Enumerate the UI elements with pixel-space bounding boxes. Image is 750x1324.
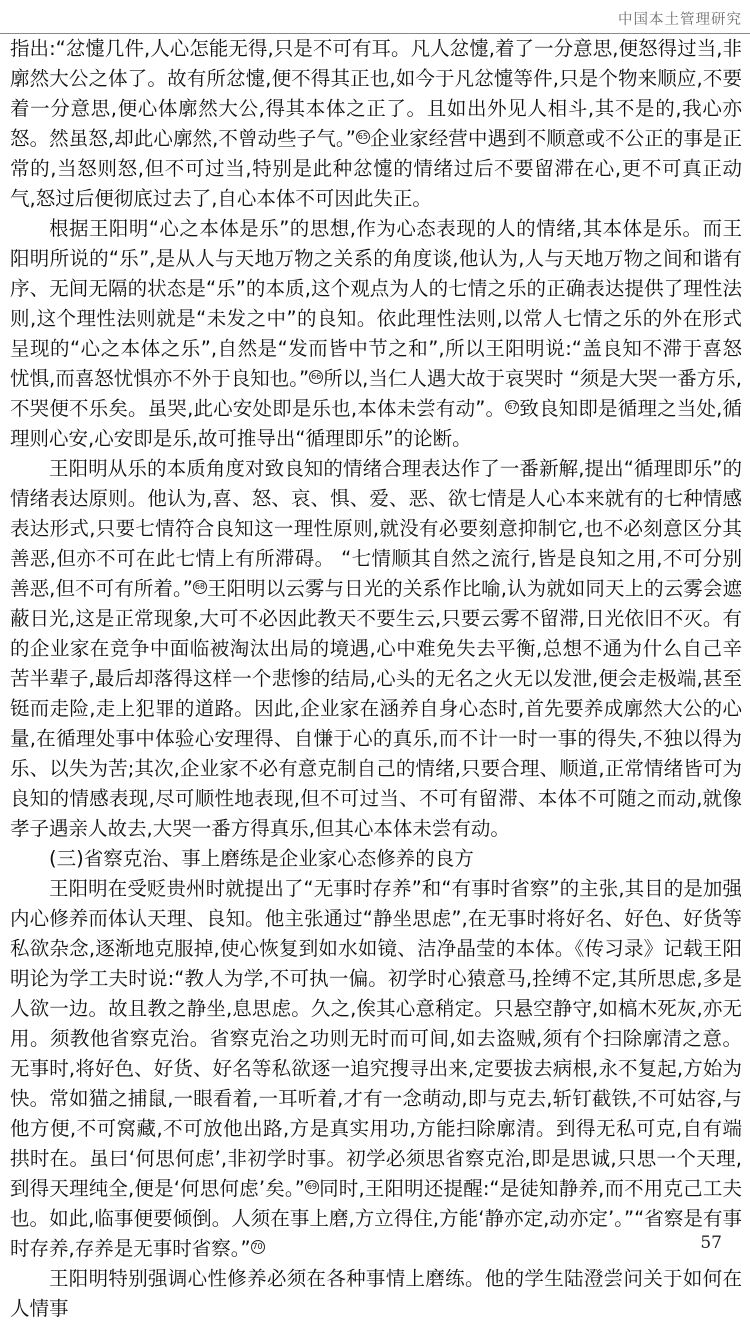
footnote-ref: 70 — [251, 1240, 265, 1254]
journal-header: 中国本土管理研究 — [618, 12, 742, 28]
footnote-ref: 67 — [505, 400, 519, 414]
paragraph: 王阳明从乐的本质角度对致良知的情绪合理表达作了一番新解,提出“循理即乐”的情绪表达原则。他认为,喜、怒、哀、惧、爱、恶、欲七情是人心本来就有的七种情感表达形式,只要七情符合良知这一理性原则,就没有必要刻意抑制它,也不必刻意区分其善恶,但亦不可在此七情上有所滞碍。 “七情顺其自然之流行,皆是良知之用,不可分别善恶,但不可有所着。” 68王阳明以云雾与日光的关系作比喻,认为就如同天上的云雾会遮蔽日光,这是正常现象,大可不必因此教天不要生云,只要云雾不留滞,日光依旧不灭。有的企业家在竞争中面临被淘汰出局的境遇,心中难免失去平衡,总想不通为什么自己辛苦半辈子,最后却落得这样一个悲惨的结局,心头的无名之火无以发泄,便会走极端,甚至铤而走险,走上犯罪的道路。因此,企业家在涵养自身心态时,首先要养成廓然大公的心量,在循理处事中体验心安理得、自慊于心的真乐,而不计一时一事的得失,不独以得为乐、以失为苦;其次,企业家不必有意克制自己的情绪,只要合理、顺道,正常情绪皆可为良知的情感表现,尽可顺性地表现,但不可过当、不可有留滞、本体不可随之而动,就像孝子遇亲人故去,大哭一番方得真乐,但其心本体未尝有动。 — [10, 457, 742, 840]
paragraph: 根据王阳明“心之本体是乐”的思想,作为心态表现的人的情绪,其本体是乐。而王阳明所说的“乐”,是从人与天地万物之关系的角度谈,他认为,人与天地万物之间和谐有序、无间无隔的状态是“乐”的本质,这个观点为人的七情之乐的正确表达提供了理性法则,这个理性法则就是“未发之中”的良知。依此理性法则,以常人七情之乐的外在形式呈现的“心之本体之乐”,自然是“发而皆中节之和”,所以王阳明说:“盖良知不滞于喜怒忧惧,而喜怒忧惧亦不外于良知也。” 66所以,当仁人遇大故于哀哭时 “须是大哭一番方乐,不哭便不乐矣。虽哭,此心安处即是乐也,本体未尝有动”。 67致良知即是循理之当处,循理则心安,心安即是乐,故可推导出“循理即乐”的论断。 — [10, 217, 743, 450]
footnote-ref: 66 — [309, 370, 323, 384]
footnote-ref: 68 — [193, 580, 207, 594]
page-number: 57 — [700, 1233, 722, 1253]
paragraph: 指出:“忿懥几件,人心怎能无得,只是不可有耳。凡人忿懥,着了一分意思,便怒得过当,非廓然大公之体了。故有所忿懥,便不得其正也,如今于凡忿懥等件,只是个物来顺应,不要着一分意思,便心体廓然大公,得其本体之正了。且如出外见人相斗,其不是的,我心亦怒。然虽怒,却此心廓然,不曾动些子气。” 65企业家经营中遇到不顺意或不公正的事是正常的,当怒则怒,但不可过当,特别是此种忿懥的情绪过后不要留滞在心,更不可真正动气,怒过后便彻底过去了,自心本体不可因此失正。 — [10, 37, 742, 210]
paragraph: 王阳明特别强调心性修养必须在各种事情上磨练。他的学生陆澄尝问关于如何在人情事 — [10, 1267, 742, 1320]
paragraph: 王阳明在受贬贵州时就提出了“无事时存养”和“有事时省察”的主张,其目的是加强内心修养而体认天理、良知。他主张通过“静坐思虑”,在无事时将好名、好色、好货等私欲杂念,逐渐地克服掉,使心恢复到如水如镜、洁净晶莹的本体。《传习录》记载王阳明论为学工夫时说:“教人为学,不可执一偏。初学时心猿意马,拴缚不定,其所思虑,多是人欲一边。故且教之静坐,息思虑。久之,俟其心意稍定。只悬空静守,如槁木死灰,亦无用。须教他省察克治。省察克治之功则无时而可间,如去盗贼,须有个扫除廓清之意。无事时,将好色、好货、好名等私欲逐一追究搜寻出来,定要拔去病根,永不复起,方始为快。常如猫之捕鼠,一眼看着,一耳听着,才有一念萌动,即与克去,斩钉截铁,不可姑容,与他方便,不可窝藏,不可放他出路,方是真实用功,方能扫除廓清。到得无私可克,自有端拱时在。虽曰‘何思何虑’,非初学时事。初学必须思省察克治,即是思诚,只思一个天理,到得天理纯全,便是‘何思何虑’矣。” 69同时,王阳明还提醒:“是徒知静养,而不用克己工夫也。如此,临事便要倾倒。人须在事上磨,方立得住,方能‘静亦定,动亦定’。”“省察是有事时存养,存养是无事时省察。” 70 — [10, 877, 742, 1260]
footnote-ref: 69 — [305, 1180, 319, 1194]
section-heading: (三)省察克治、事上磨练是企业家心态修养的良方 — [49, 847, 474, 870]
footnote-ref: 65 — [356, 130, 370, 144]
article-body — [10, 33, 742, 1324]
